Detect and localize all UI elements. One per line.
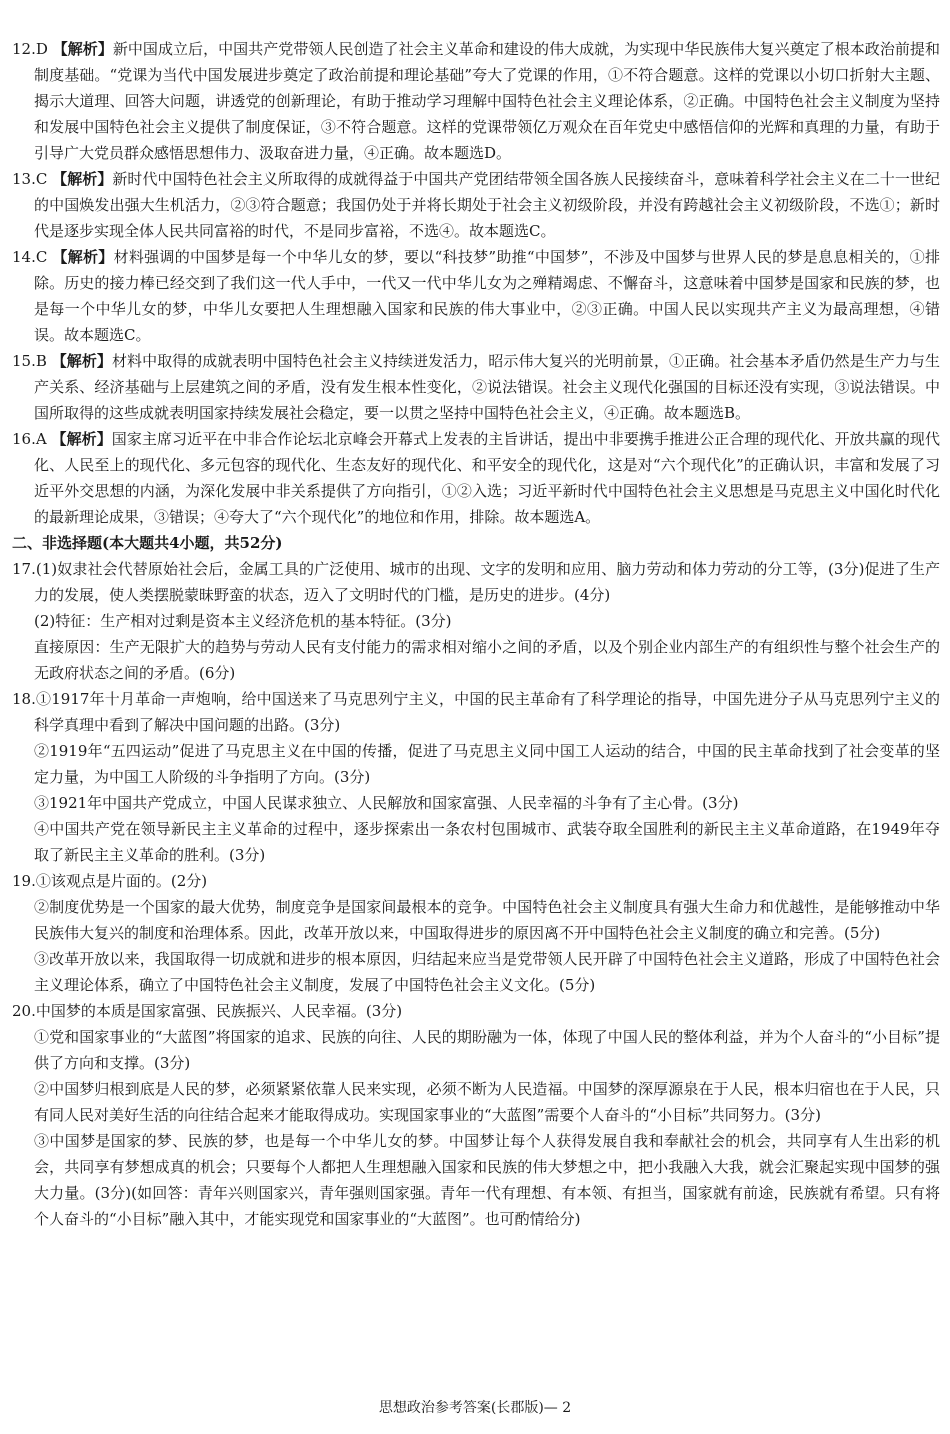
answer-18 — [12, 686, 940, 868]
answer-number: 13.C — [12, 170, 48, 188]
answer-20 — [12, 998, 940, 1232]
analysis-tag: 【解析】 — [52, 170, 113, 188]
analysis-tag: 【解析】 — [52, 40, 113, 58]
section-heading: 二、非选择题(本大题共4小题，共52分) — [12, 534, 283, 552]
answer-paragraph: ③1921年中国共产党成立，中国人民谋求独立、人民解放和国家富强、人民幸福的斗争有了主心骨。(3分) — [34, 794, 739, 812]
answer-paragraph: ④中国共产党在领导新民主主义革命的过程中，逐步探索出一条农村包围城市、武装夺取全国胜利的新民主主义革命道路，在1949年夺取了新民主主义革命的胜利。(3分) — [34, 820, 940, 864]
answer-number: 14.C — [12, 248, 48, 266]
answer-number: 16.A — [12, 430, 47, 448]
answer-body: 新时代中国特色社会主义所取得的成就得益于中国共产党团结带领全国各族人民接续奋斗，意味着科学社会主义在二十一世纪的中国焕发出强大生机活力，②③符合题意；我国仍处于并将长期处于社会主义初级阶段，并没有跨越社会主义初级阶段，不选①；新时代是逐步实现全体人民共同富裕的时代，不是同步富裕，不选④。故本题选C。 — [34, 170, 940, 240]
answer-paragraph: 直接原因：生产无限扩大的趋势与劳动人民有支付能力的需求相对缩小之间的矛盾，以及个别企业内部生产的有组织性与整个社会生产的无政府状态之间的矛盾。(6分) — [34, 638, 940, 682]
answer-paragraph: ②制度优势是一个国家的最大优势，制度竞争是国家间最根本的竞争。中国特色社会主义制度具有强大生命力和优越性，是能够推动中华民族伟大复兴的制度和治理体系。因此，改革开放以来，中国取得进步的原因离不开中国特色社会主义制度的确立和完善。(5分) — [34, 898, 940, 942]
answer-paragraph: 17.(1)奴隶社会代替原始社会后，金属工具的广泛使用、城市的出现、文字的发明和应用、脑力劳动和体力劳动的分工等，(3分)促进了生产力的发展，使人类摆脱蒙昧野蛮的状态，迈入了文明时代的门槛，是历史的进步。(4分) — [12, 560, 940, 604]
analysis-tag: 【解析】 — [52, 248, 114, 266]
analysis-tag: 【解析】 — [51, 352, 112, 370]
answer-16 — [12, 426, 940, 530]
answer-body: 新中国成立后，中国共产党带领人民创造了社会主义革命和建设的伟大成就，为实现中华民族伟大复兴奠定了根本政治前提和制度基础。“党课为当代中国发展进步奠定了政治前提和理论基础”夸大了党课的作用，①不符合题意。这样的党课以小切口折射大主题、揭示大道理、回答大问题，讲透党的创新理论，有助于推动学习理解中国特色社会主义理论体系，②正确。中国特色社会主义制度为坚持和发展中国特色社会主义提供了制度保证，③不符合题意。这样的党课带领亿万观众在百年党史中感悟信仰的光辉和真理的力量，有助于引导广大党员群众感悟思想伟力、汲取奋进力量，④正确。故本题选D。 — [34, 40, 940, 162]
answer-number: 12.D — [12, 40, 48, 58]
answer-page — [12, 36, 940, 1232]
answer-19 — [12, 868, 940, 998]
answer-body: 国家主席习近平在中非合作论坛北京峰会开幕式上发表的主旨讲话，提出中非要携手推进公正合理的现代化、开放共赢的现代化、人民至上的现代化、多元包容的现代化、生态友好的现代化、和平安全的现代化，这是对“六个现代化”的正确认识，丰富和发展了习近平外交思想的内涵，为深化发展中非关系提供了方向指引，①②入选；习近平新时代中国特色社会主义思想是马克思主义中国化时代化的最新理论成果，③错误；④夸大了“六个现代化”的地位和作用，排除。故本题选A。 — [34, 430, 940, 526]
answer-17 — [12, 556, 940, 686]
answer-paragraph: 20.中国梦的本质是国家富强、民族振兴、人民幸福。(3分) — [12, 1002, 403, 1020]
answer-13 — [12, 166, 940, 244]
answer-12 — [12, 36, 940, 166]
answer-14 — [12, 244, 940, 348]
answer-paragraph: ②中国梦归根到底是人民的梦，必须紧紧依靠人民来实现，必须不断为人民造福。中国梦的深厚源泉在于人民，根本归宿也在于人民，只有同人民对美好生活的向往结合起来才能取得成功。实现国家事业的“大蓝图”需要个人奋斗的“小目标”共同努力。(3分) — [34, 1080, 940, 1124]
answer-paragraph: ③改革开放以来，我国取得一切成就和进步的根本原因，归结起来应当是党带领人民开辟了中国特色社会主义道路，形成了中国特色社会主义理论体系，确立了中国特色社会主义制度，发展了中国特色社会主义文化。(5分) — [34, 950, 940, 994]
page-footer: 思想政治参考答案(长郡版)— 2 — [378, 1400, 572, 1416]
answer-paragraph: 19.①该观点是片面的。(2分) — [12, 872, 208, 890]
analysis-tag: 【解析】 — [51, 430, 112, 448]
answer-paragraph: (2)特征：生产相对过剩是资本主义经济危机的基本特征。(3分) — [34, 612, 452, 630]
answer-number: 15.B — [12, 352, 47, 370]
answer-paragraph: ①党和国家事业的“大蓝图”将国家的追求、民族的向往、人民的期盼融为一体，体现了中国人民的整体利益，并为个人奋斗的“小目标”提供了方向和支撑。(3分) — [34, 1028, 940, 1072]
answer-paragraph: 18.①1917年十月革命一声炮响，给中国送来了马克思列宁主义，中国的民主革命有了科学理论的指导，中国先进分子从马克思列宁主义的科学真理中看到了解决中国问题的出路。(3分) — [12, 690, 940, 734]
answer-paragraph: ③中国梦是国家的梦、民族的梦，也是每一个中华儿女的梦。中国梦让每个人获得发展自我和奉献社会的机会，共同享有人生出彩的机会，共同享有梦想成真的机会；只要每个人都把人生理想融入国家和民族的伟大梦想之中，把小我融入大我，就会汇聚起实现中国梦的强大力量。(3分)(如回答：青年兴则国家兴，青年强则国家强。青年一代有理想、有本领、有担当，国家就有前途，民族就有希望。只有将个人奋斗的“小目标”融入其中，才能实现党和国家事业的“大蓝图”。也可酌情给分) — [34, 1132, 940, 1228]
answer-paragraph: ②1919年“五四运动”促进了马克思主义在中国的传播，促进了马克思主义同中国工人运动的结合，中国的民主革命找到了社会变革的坚定力量，为中国工人阶级的斗争指明了方向。(3分) — [34, 742, 940, 786]
answer-body: 材料中取得的成就表明中国特色社会主义持续迸发活力，昭示伟大复兴的光明前景，①正确。社会基本矛盾仍然是生产力与生产关系、经济基础与上层建筑之间的矛盾，没有发生根本性变化，②说法错误。社会主义现代化强国的目标还没有实现，③说法错误。中国所取得的这些成就表明国家持续发展社会稳定，要一以贯之坚持中国特色社会主义，④正确。故本题选B。 — [34, 352, 940, 422]
answer-body: 材料强调的中国梦是每一个中华儿女的梦，要以“科技梦”助推“中国梦”，不涉及中国梦与世界人民的梦是息息相关的，①排除。历史的接力棒已经交到了我们这一代人手中，一代又一代中华儿女为之殚精竭虑、不懈奋斗，这意味着中国梦是国家和民族的梦，也是每一个中华儿女的梦，中华儿女要把人生理想融入国家和民族的伟大事业中，②③正确。中国人民以实现共产主义为最高理想，④错误。故本题选C。 — [34, 248, 940, 344]
answer-15 — [12, 348, 940, 426]
